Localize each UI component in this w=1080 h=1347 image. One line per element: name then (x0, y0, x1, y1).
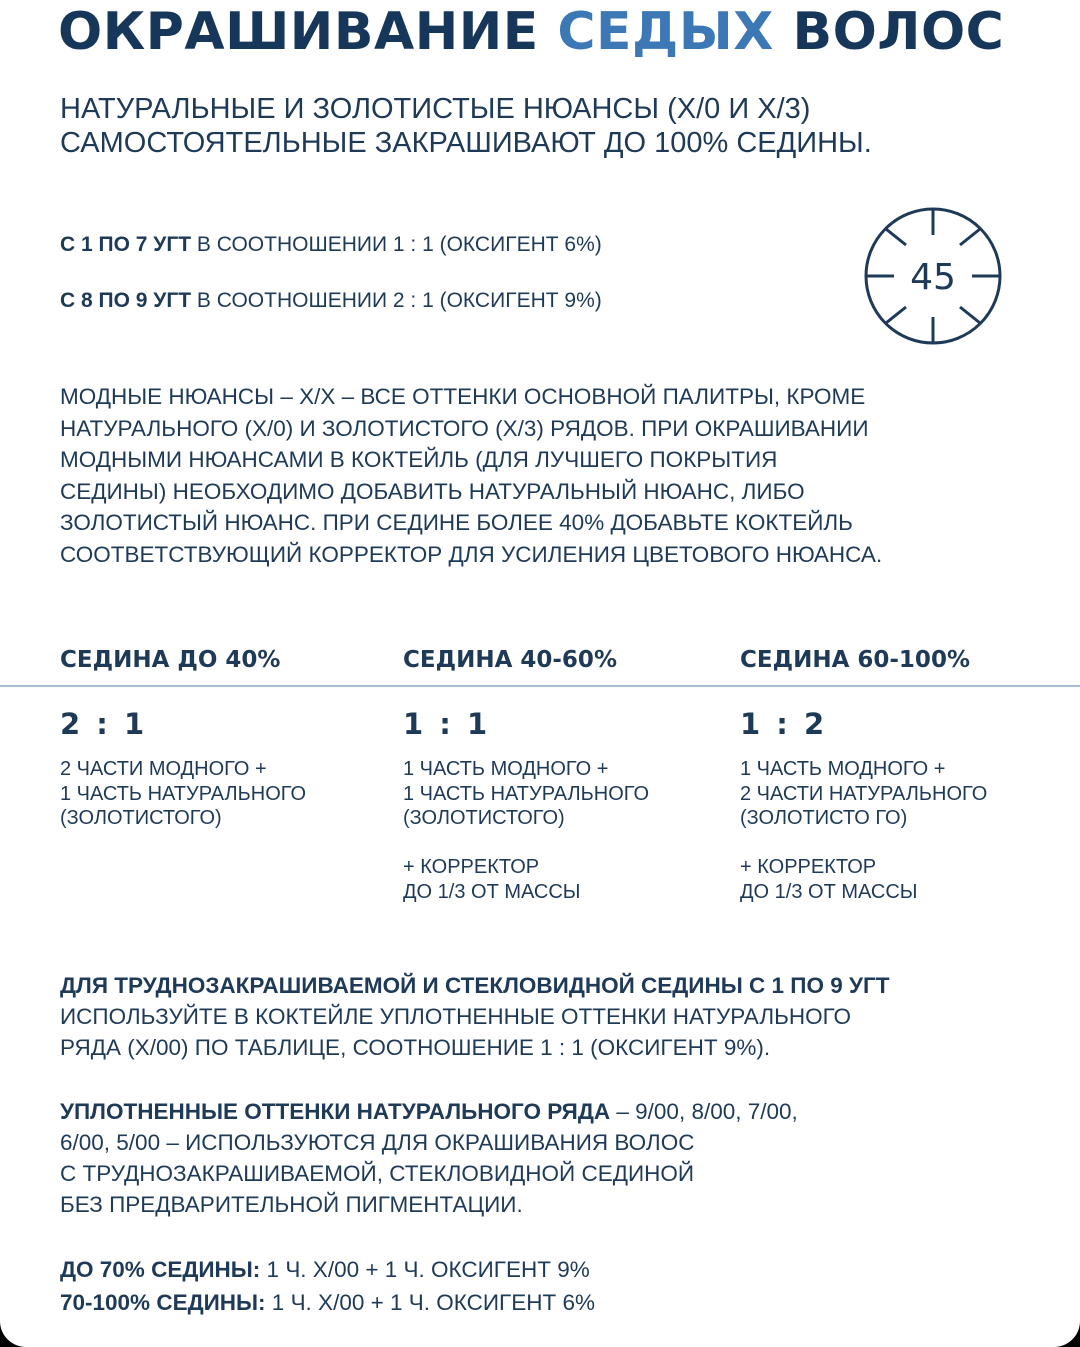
column-3-text (740, 757, 987, 831)
dense-shades-text (60, 1096, 1050, 1220)
column-2-text (403, 757, 649, 831)
hard-gray-line-3: РЯДА (Х/00) ПО ТАБЛИЦЕ, СООТНОШЕНИЕ 1 : 1 (ОКСИГЕНТ 9%). (60, 1035, 771, 1060)
column-2-line-3: (ЗОЛОТИСТОГО) (403, 807, 565, 829)
intro-line-2: САМОСТОЯТЕЛЬНЫЕ ЗАКРАШИВАЮТ ДО 100% СЕДИНЫ. (60, 127, 872, 159)
column-1-line-1: 2 ЧАСТИ МОДНОГО + (60, 758, 267, 780)
fashion-line-6: СООТВЕТСТВУЮЩИЙ КОРРЕКТОР ДЛЯ УСИЛЕНИЯ ЦВЕТОВОГО НЮАНСА. (60, 541, 883, 567)
fashion-shades-text (60, 381, 1050, 570)
fashion-line-1: МОДНЫЕ НЮАНСЫ – Х/Х – ВСЕ ОТТЕНКИ ОСНОВНОЙ ПАЛИТРЫ, КРОМЕ (60, 384, 866, 409)
dosage-line-2 (60, 1287, 595, 1318)
dense-line-1-rest: – 9/00, 8/00, 7/00, (610, 1099, 798, 1124)
dosage-2-label: 70-100% СЕДИНЫ: (60, 1290, 266, 1315)
column-1-text (60, 757, 306, 831)
page-title (58, 2, 1004, 62)
intro-line-1: НАТУРАЛЬНЫЕ И ЗОЛОТИСТЫЕ НЮАНСЫ (Х/0 И Х/3) (60, 93, 811, 125)
column-2-ratio: 1 : 1 (403, 707, 491, 741)
column-3-ratio: 1 : 2 (740, 707, 828, 741)
title-part-3: ВОЛОС (773, 2, 1005, 62)
ratio-1-text: В СООТНОШЕНИИ 1 : 1 (ОКСИГЕНТ 6%) (191, 233, 602, 256)
column-1-ratio: 2 : 1 (60, 707, 148, 741)
hard-gray-line-2: ИСПОЛЬЗУЙТЕ В КОКТЕЙЛЕ УПЛОТНЕННЫЕ ОТТЕНКИ НАТУРАЛЬНОГО (60, 1004, 852, 1029)
ratio-line-1 (60, 232, 602, 258)
ratio-1-range: С 1 ПО 7 УГТ (60, 233, 192, 256)
title-part-1: ОКРАШИВАНИЕ (58, 2, 558, 62)
column-1-title: СЕДИНА ДО 40% (60, 647, 281, 673)
title-accent-word: СЕДЫХ (557, 2, 774, 62)
column-2-line-2: 1 ЧАСТЬ НАТУРАЛЬНОГО (403, 782, 650, 805)
column-1-line-2: 1 ЧАСТЬ НАТУРАЛЬНОГО (60, 782, 307, 805)
timer-dial-icon (862, 205, 1004, 347)
column-3-line-1: 1 ЧАСТЬ МОДНОГО + (740, 758, 946, 780)
column-3-corrector (740, 855, 918, 904)
column-3-title: СЕДИНА 60-100% (740, 647, 970, 673)
fashion-line-4: СЕДИНЫ) НЕОБХОДИМО ДОБАВИТЬ НАТУРАЛЬНЫЙ НЮАНС, ЛИБО (60, 478, 805, 504)
dense-line-4: БЕЗ ПРЕДВАРИТЕЛЬНОЙ ПИГМЕНТАЦИИ. (60, 1192, 523, 1217)
column-2-corrector (403, 855, 581, 904)
ratio-2-range: С 8 ПО 9 УГТ (60, 289, 192, 312)
column-2-title: СЕДИНА 40-60% (403, 647, 617, 673)
column-3-extra-2: ДО 1/3 ОТ МАССЫ (740, 880, 918, 903)
dosage-line-1 (60, 1254, 590, 1285)
dosage-1-text: 1 Ч. Х/00 + 1 Ч. ОКСИГЕНТ 9% (260, 1257, 590, 1282)
column-3-extra-1: + КОРРЕКТОР (740, 856, 877, 878)
dosage-1-label: ДО 70% СЕДИНЫ: (60, 1257, 261, 1282)
fashion-line-3: МОДНЫМИ НЮАНСАМИ В КОКТЕЙЛЬ (ДЛЯ ЛУЧШЕГО ПОКРЫТИЯ (60, 447, 778, 472)
section-divider (0, 685, 1080, 687)
fashion-line-5: ЗОЛОТИСТЫЙ НЮАНС. ПРИ СЕДИНЕ БОЛЕЕ 40% ДОБАВЬТЕ КОКТЕЙЛЬ (60, 510, 853, 535)
dosage-2-text: 1 Ч. Х/00 + 1 Ч. ОКСИГЕНТ 6% (265, 1290, 595, 1315)
column-3-line-2: 2 ЧАСТИ НАТУРАЛЬНОГО (740, 782, 988, 805)
column-3-line-3: (ЗОЛОТИСТО ГО) (740, 807, 908, 829)
dense-line-2: 6/00, 5/00 – ИСПОЛЬЗУЮТСЯ ДЛЯ ОКРАШИВАНИЯ ВОЛОС (60, 1130, 695, 1155)
column-1-line-3: (ЗОЛОТИСТОГО) (60, 807, 222, 829)
column-2-extra-1: + КОРРЕКТОР (403, 856, 540, 878)
hard-gray-heading: ДЛЯ ТРУДНОЗАКРАШИВАЕМОЙ И СТЕКЛОВИДНОЙ СЕДИНЫ С 1 ПО 9 УГТ (60, 973, 890, 998)
ratio-line-2 (60, 288, 602, 314)
intro-text (60, 92, 1040, 160)
hard-gray-text (60, 970, 1050, 1063)
dense-heading: УПЛОТНЕННЫЕ ОТТЕНКИ НАТУРАЛЬНОГО РЯДА (60, 1099, 611, 1124)
column-2-extra-2: ДО 1/3 ОТ МАССЫ (403, 880, 581, 903)
timer-value: 45 (910, 257, 956, 298)
column-2-line-1: 1 ЧАСТЬ МОДНОГО + (403, 758, 609, 780)
fashion-line-2: НАТУРАЛЬНОГО (Х/0) И ЗОЛОТИСТОГО (Х/3) РЯДОВ. ПРИ ОКРАШИВАНИИ (60, 415, 869, 441)
dense-line-3: С ТРУДНОЗАКРАШИВАЕМОЙ, СТЕКЛОВИДНОЙ СЕДИНОЙ (60, 1161, 695, 1186)
ratio-2-text: В СООТНОШЕНИИ 2 : 1 (ОКСИГЕНТ 9%) (191, 289, 602, 312)
